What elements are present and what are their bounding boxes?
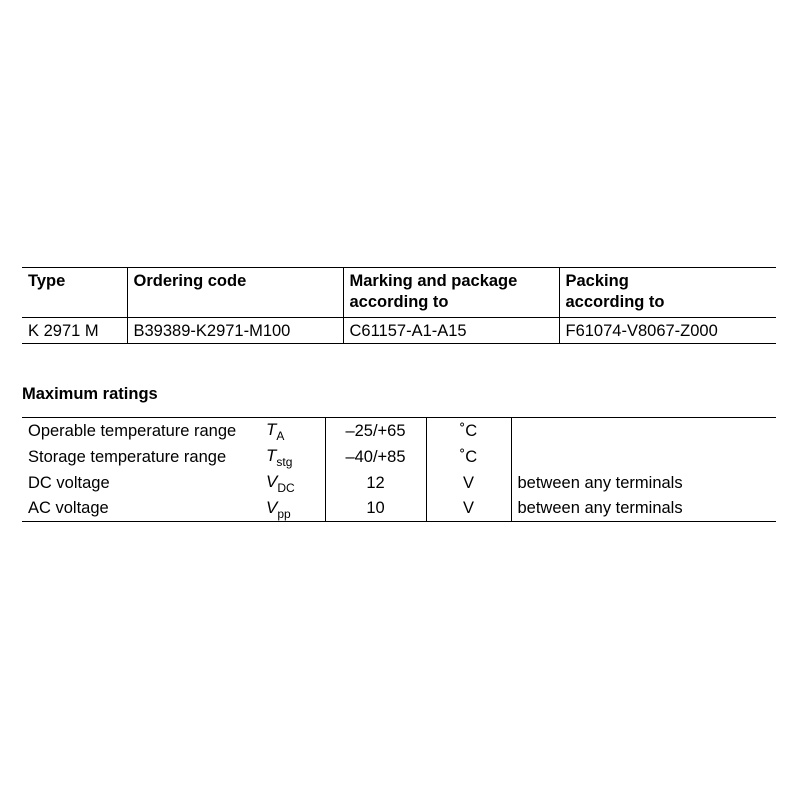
note (511, 418, 776, 444)
param-label: DC voltage (28, 473, 110, 492)
symbol: $V_{DC}$ (266, 472, 295, 495)
value: 12 (325, 470, 426, 496)
ratings-row (22, 418, 776, 444)
cell-packing: F61074-V8067-Z000 (559, 318, 776, 344)
ordering-row (22, 318, 776, 344)
ordering-header-row (22, 268, 776, 318)
note (511, 444, 776, 470)
note: between any terminals (511, 470, 776, 496)
unit: V (426, 470, 511, 496)
section-title-maximum-ratings: Maximum ratings (22, 385, 158, 403)
param-label: Storage temperature range (28, 447, 227, 466)
header-ordering-code: Ordering code (127, 268, 343, 318)
value: 10 (325, 496, 426, 522)
note: between any terminals (511, 496, 776, 522)
ratings-table (22, 417, 776, 522)
symbol: $T_A$ (266, 420, 285, 444)
unit: V (426, 496, 511, 522)
ratings-row (22, 470, 776, 496)
param-label: AC voltage (28, 499, 109, 518)
cell-ordering-code: B39389-K2971-M100 (127, 318, 343, 344)
value: –25/+65 (325, 418, 426, 444)
unit: ˚C (426, 444, 511, 470)
value: –40/+85 (325, 444, 426, 470)
symbol: $V_{pp}$ (266, 497, 291, 521)
symbol: $T_{stg}$ (266, 446, 293, 469)
cell-marking: C61157-A1-A15 (343, 318, 559, 344)
param-label: Operable temperature range (28, 421, 237, 440)
ratings-row (22, 496, 776, 522)
header-type: Type (22, 268, 127, 318)
header-packing: Packing according to (559, 268, 776, 318)
header-marking: Marking and package according to (343, 268, 559, 318)
cell-type: K 2971 M (22, 318, 127, 344)
ordering-table (22, 267, 776, 344)
ratings-row (22, 444, 776, 470)
unit: ˚C (426, 418, 511, 444)
